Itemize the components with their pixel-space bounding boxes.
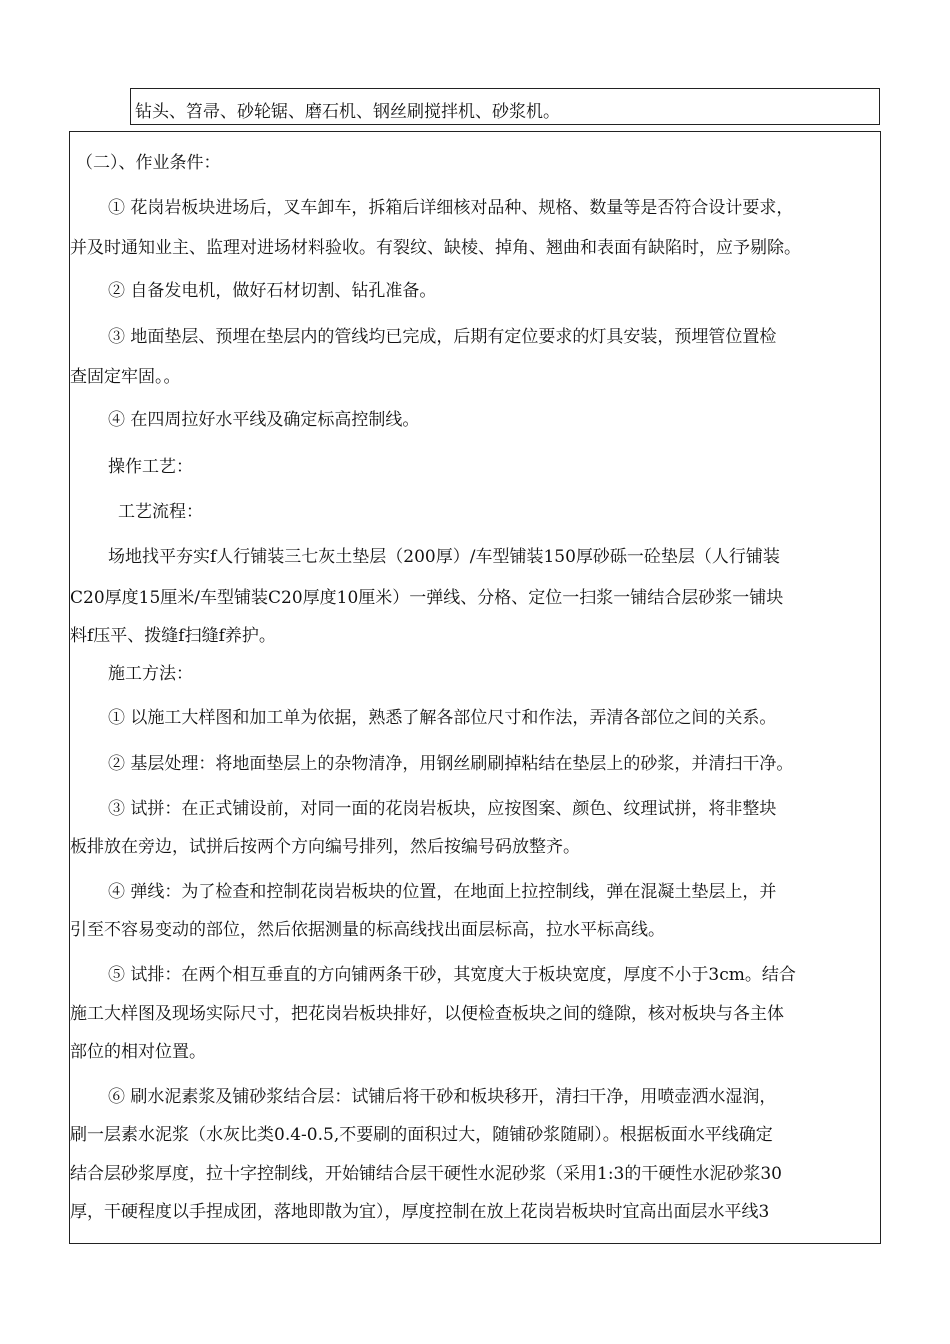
condition-1-line-2: 并及时通知业主、监理对进场材料验收。有裂纹、缺棱、掉角、翘曲和表面有缺陷时，应予剔除。 [70, 238, 801, 258]
condition-1-line-1: ① 花岗岩板块进场后，叉车卸车，拆箱后详细核对品种、规格、数量等是否符合设计要求， [108, 198, 794, 218]
top-table-row [130, 88, 880, 125]
flow-line-2: C20厚度15厘米/车型铺装C20厚度10厘米）一弹线、分格、定位一扫浆一铺结合层砂浆一铺块 [70, 588, 784, 608]
method-6-line-1: ⑥ 刷水泥素浆及铺砂浆结合层：试铺后将干砂和板块移开，清扫干净，用喷壶洒水湿润， [108, 1087, 777, 1107]
condition-2: ② 自备发电机，做好石材切割、钻孔准备。 [108, 281, 437, 301]
flow-title: 工艺流程： [118, 502, 203, 522]
method-5-line-2: 施工大样图及现场实际尺寸，把花岗岩板块排好，以便检查板块之间的缝隙，核对板块与各主体 [70, 1004, 784, 1024]
method-3-line-2: 板排放在旁边，试拼后按两个方向编号排列，然后按编号码放整齐。 [70, 837, 580, 857]
method-1: ① 以施工大样图和加工单为依据，熟悉了解各部位尺寸和作法，弄清各部位之间的关系。 [108, 708, 777, 728]
condition-4: ④ 在四周拉好水平线及确定标高控制线。 [108, 410, 420, 430]
condition-3-line-1: ③ 地面垫层、预埋在垫层内的管线均已完成，后期有定位要求的灯具安装，预埋管位置检 [108, 327, 777, 347]
method-6-line-2: 刷一层素水泥浆（水灰比类0.4-0.5,不要刷的面积过大，随铺砂浆随刷）。根据板面水平线确定 [70, 1125, 773, 1145]
method-2: ② 基层处理：将地面垫层上的杂物清净，用钢丝刷刷掉粘结在垫层上的砂浆，并清扫干净。 [108, 754, 794, 774]
method-5-line-3: 部位的相对位置。 [70, 1042, 206, 1062]
flow-line-3: 料f压平、拨缝f扫缝f养护。 [70, 626, 276, 646]
flow-line-1: 场地找平夯实f人行铺装三七灰土垫层（200厚）/车型铺装150厚砂砾一砼垫层（人行铺装 [108, 547, 780, 567]
method-4-line-1: ④ 弹线：为了检查和控制花岗岩板块的位置，在地面上拉控制线，弹在混凝土垫层上，并 [108, 882, 777, 902]
section-heading: （二）、作业条件： [76, 153, 221, 173]
method-3-line-1: ③ 试拼：在正式铺设前，对同一面的花岗岩板块，应按图案、颜色、纹理试拼，将非整块 [108, 799, 777, 819]
method-6-line-3: 结合层砂浆厚度，拉十字控制线，开始铺结合层干硬性水泥砂浆（采用1:3的干硬性水泥砂浆30 [70, 1164, 782, 1184]
method-6-line-4: 厚，干硬程度以手捏成团，落地即散为宜），厚度控制在放上花岗岩板块时宜高出面层水平线3 [70, 1202, 770, 1222]
method-4-line-2: 引至不容易变动的部位，然后依据测量的标高线找出面层标高，拉水平标高线。 [70, 920, 665, 940]
tools-text: 钻头、笤帚、砂轮锯、磨石机、钢丝刷搅拌机、砂浆机。 [135, 102, 560, 122]
main-table-cell [69, 131, 881, 1244]
method-title: 施工方法： [108, 664, 193, 684]
operation-title: 操作工艺： [108, 457, 193, 477]
condition-3-line-2: 查固定牢固。。 [70, 367, 181, 387]
method-5-line-1: ⑤ 试排：在两个相互垂直的方向铺两条干砂，其宽度大于板块宽度，厚度不小于3cm。结合 [108, 965, 796, 985]
